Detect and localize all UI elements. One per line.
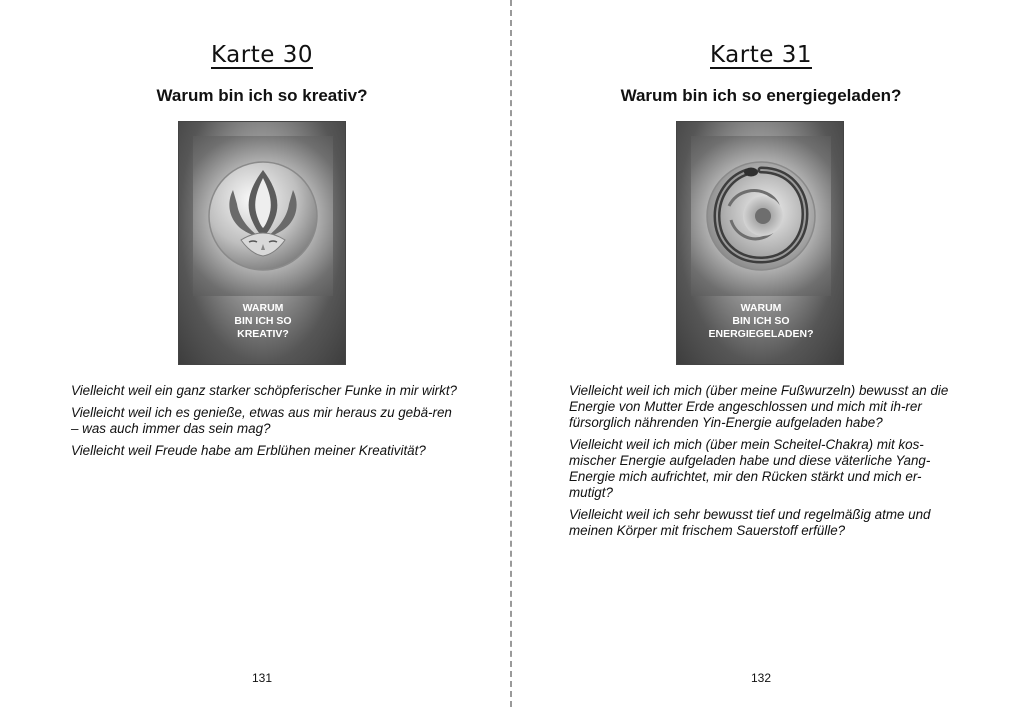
- paragraph: Vielleicht weil ich es genieße, etwas aus mir heraus zu gebä-ren – was auch immer das sein mag?: [71, 405, 452, 436]
- paragraph: Vielleicht weil ein ganz starker schöpferischer Funke in mir wirkt?: [71, 383, 458, 398]
- right-page: [511, 0, 1011, 707]
- paragraph: Vielleicht weil ich mich (über mein Scheitel-Chakra) mit kos-mischer Energie aufgeladen habe und diese väterliche Yang-Energie mich aufrichtet, mir den Rücken stärkt und mich er-mutigt?: [569, 437, 931, 500]
- body-text: [569, 383, 961, 545]
- paragraph: Vielleicht weil Freude habe am Erblühen meiner Kreativität?: [71, 443, 426, 458]
- card-heading: Karte 30: [211, 42, 313, 68]
- body-text: [71, 383, 461, 465]
- page-number: 132: [750, 671, 772, 685]
- paragraph: Vielleicht weil ich mich (über meine Fußwurzeln) bewusst an die Energie von Mutter Erde angeschlossen und mich mit ih-rer fürsorglich nährenden Yin-Energie aufgeladen habe?: [569, 383, 949, 430]
- card-caption: [677, 302, 844, 341]
- card-image: [676, 121, 844, 365]
- card-caption-line: WARUM: [242, 302, 284, 314]
- card-caption-line: BIN ICH SO: [234, 315, 292, 327]
- card-caption: [179, 302, 346, 341]
- paragraph: Vielleicht weil ich sehr bewusst tief und regelmäßig atme und meinen Körper mit frischem Sauerstoff erfülle?: [569, 507, 931, 538]
- card-caption-line: BIN ICH SO: [732, 315, 790, 327]
- card-image: [178, 121, 346, 365]
- page-number: 131: [251, 671, 273, 685]
- card-caption-line: WARUM: [740, 302, 782, 314]
- flame-face-relief-icon: [203, 156, 323, 276]
- serpent-circle-relief-icon: [701, 156, 821, 276]
- card-question: Warum bin ich so energiegeladen?: [620, 86, 902, 105]
- left-page: [12, 0, 512, 707]
- card-heading: Karte 31: [710, 42, 812, 68]
- card-question: Warum bin ich so kreativ?: [156, 86, 368, 105]
- card-caption-line: KREATIV?: [237, 328, 289, 340]
- card-caption-line: ENERGIEGELADEN?: [708, 328, 814, 340]
